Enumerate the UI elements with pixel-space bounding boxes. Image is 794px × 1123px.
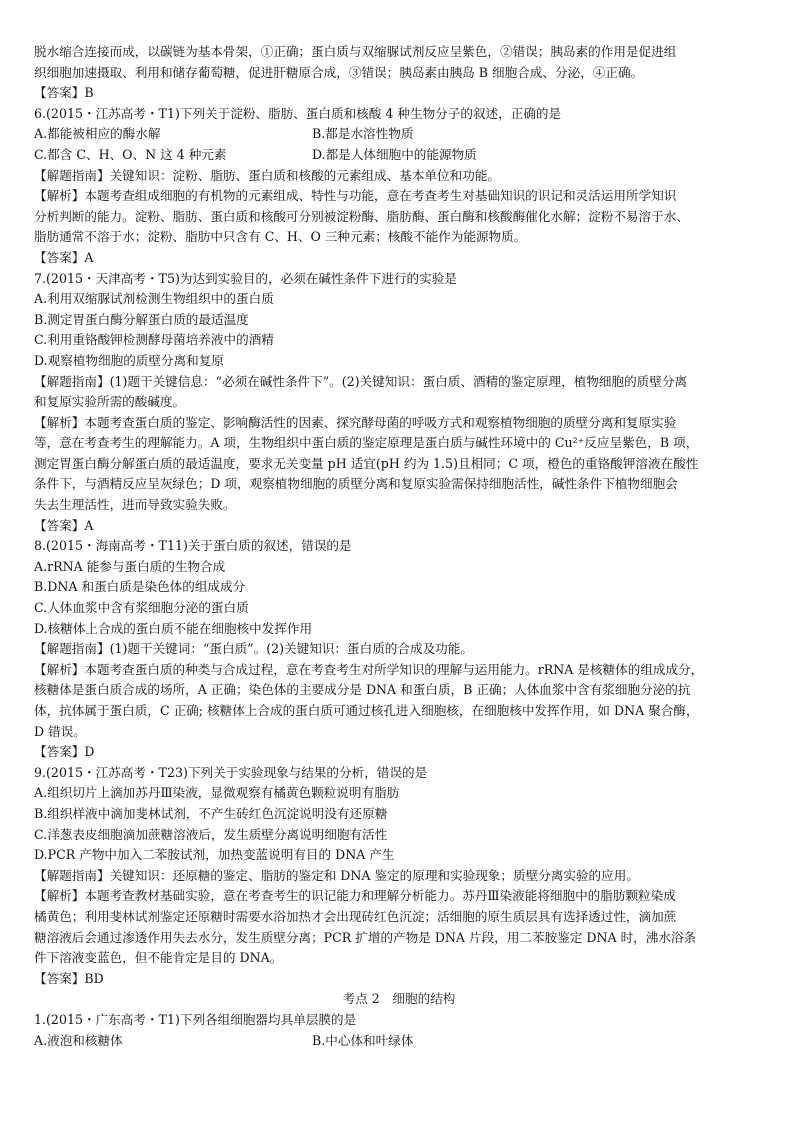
option: B.测定胃蛋白酶分解蛋白质的最适温度 [34,311,249,327]
text-line: 脂肪通常不溶于水；淀粉、脂肪中只含有 C、H、O 三种元素；核酸不能作为能源物质。 [34,229,527,245]
option: D.都是人体细胞中的能源物质 [312,146,477,162]
option: B.中心体和叶绿体 [312,1032,414,1048]
option: C.洋葱表皮细胞滴加蔗糖溶液后，发生质壁分离说明细胞有活性 [34,826,388,842]
text-line: 织细胞加速摄取、利用和储存葡萄糖，促进肝糖原合成，③错误；胰岛素由胰岛 B 细胞合成、分泌，④正确。 [34,64,644,80]
text-line: 测定胃蛋白酶分解蛋白质的最适温度，要求无关变量 pH 适宜(pH 约为 1.5)且相同；C 项，橙色的重铬酸钾溶液在酸性 [34,455,699,471]
text-line: 【解题指南】关键知识：还原糖的鉴定、脂肪的鉴定和 DNA 鉴定的原理和实验现象；质壁分离实验的应用。 [34,867,639,883]
option: C.人体血浆中含有浆细胞分泌的蛋白质 [34,600,249,616]
question-stem: 7.(2015・天津高考・T5)为达到实验目的，必须在碱性条件下进行的实验是 [34,270,457,286]
option: B.都是水溶性物质 [312,126,414,142]
text-line: 等，意在考查考生的理解能力。A 项，生物组织中蛋白质的鉴定原理是蛋白质与碱性环境中的 Cu²⁺反应呈紫色，B 项， [34,435,699,451]
question-stem: 6.(2015・江苏高考・T1)下列关于淀粉、脂肪、蛋白质和核酸 4 种生物分子的叙述，正确的是 [34,105,562,121]
option-row [34,145,764,166]
text-line: 【解析】本题考查蛋白质的种类与合成过程，意在考查考生对所学知识的理解与运用能力。rRNA 是核糖体的组成成分， [34,661,704,677]
question-stem: 8.(2015・海南高考・T11)关于蛋白质的叙述，错误的是 [34,538,352,554]
option: A.都能被相应的酶水解 [34,126,161,142]
option: A.液泡和核糖体 [34,1032,123,1048]
answer-line: 【答案】BD [34,970,104,986]
option: A.组织切片上滴加苏丹Ⅲ染液，显微观察有橘黄色颗粒说明有脂肪 [34,785,400,801]
document-page [34,42,764,1051]
answer-line: 【答案】D [34,744,95,760]
text-line: 和复原实验所需的酸碱度。 [34,394,186,410]
text-line: 失去生理活性，进而导致实验失败。 [34,497,236,513]
option-row [34,1031,764,1052]
text-line: 核糖体是蛋白质合成的场所，A 正确；染色体的主要成分是 DNA 和蛋白质，B 正确；人体血浆中含有浆细胞分泌的抗 [34,682,691,698]
option: D.PCR 产物中加入二苯胺试剂，加热变蓝说明有目的 DNA 产生 [34,847,395,863]
text-line: 【解析】本题考查组成细胞的有机物的元素组成、特性与功能，意在考查考生对基础知识的识记和灵活运用所学知识 [34,188,677,204]
text-line: 【解析】本题考查教材基础实验，意在考查考生的识记能力和理解分析能力。苏丹Ⅲ染液能将细胞中的脂肪颗粒染成 [34,888,676,904]
text-line: 【解析】本题考查蛋白质的鉴定、影响酶活性的因素、探究酵母菌的呼吸方式和观察植物细胞的质壁分离和复原实验 [34,414,677,430]
option: A.rRNA 能参与蛋白质的生物合成 [34,558,226,574]
option: C.利用重铬酸钾检测酵母菌培养液中的酒精 [34,332,274,348]
answer-line: 【答案】A [34,249,94,265]
question-stem: 1.(2015・广东高考・T1)下列各组细胞器均具单层膜的是 [34,1011,357,1027]
text-line: 分析判断的能力。淀粉、脂肪、蛋白质和核酸可分别被淀粉酶、脂肪酶、蛋白酶和核酸酶催化水解；淀粉不易溶于水、 [34,208,689,224]
answer-line: 【答案】A [34,517,94,533]
answer-line: 【答案】B [34,85,94,101]
text-line: 脱水缩合连接而成，以碳链为基本骨架，①正确；蛋白质与双缩脲试剂反应呈紫色，②错误；胰岛素的作用是促进组 [34,44,677,59]
option: B.组织样液中滴加斐林试剂，不产生砖红色沉淀说明没有还原糖 [34,805,388,821]
option: A.利用双缩脲试剂检测生物组织中的蛋白质 [34,291,274,307]
text-line: 橘黄色；利用斐林试剂鉴定还原糖时需要水浴加热才会出现砖红色沉淀；活细胞的原生质层具有选择透过性，滴加蔗 [34,908,677,924]
text-line: 糖溶液后会通过渗透作用失去水分，发生质壁分离；PCR 扩增的产物是 DNA 片段，用二苯胺鉴定 DNA 时，沸水浴条 [34,929,697,945]
option: B.DNA 和蛋白质是染色体的组成成分 [34,579,246,595]
text-line: 件下溶液变蓝色，但不能肯定是目的 DNA。 [34,950,283,966]
text-line: 【解题指南】(1)题干关键信息：“必须在碱性条件下”。(2)关键知识：蛋白质、酒精的鉴定原理，植物细胞的质壁分离 [34,373,688,389]
text-line: 体，抗体属于蛋白质，C 正确; 核糖体上合成的蛋白质可通过核孔进入细胞核，在细胞核中发挥作用，如 DNA 聚合酶， [34,703,699,718]
option-row [34,124,764,145]
text-line: 【解题指南】(1)题干关键词：“蛋白质”。(2)关键知识：蛋白质的合成及功能。 [34,641,473,657]
question-stem: 9.(2015・江苏高考・T23)下列关于实验现象与结果的分析，错误的是 [34,764,428,780]
text-line: 条件下，与酒精反应呈灰绿色；D 项，观察植物细胞的质壁分离和复原实验需保持细胞活性，碱性条件下植物细胞会 [34,476,678,492]
option: C.都含 C、H、O、N 这 4 种元素 [34,146,227,162]
section-title: 考点 2 细胞的结构 [342,991,456,1007]
text-line: D 错误。 [34,723,86,739]
option: D.核糖体上合成的蛋白质不能在细胞核中发挥作用 [34,620,313,636]
option: D.观察植物细胞的质壁分离和复原 [34,352,224,368]
text-line: 【解题指南】关键知识：淀粉、脂肪、蛋白质和核酸的元素组成、基本单位和功能。 [34,167,500,183]
